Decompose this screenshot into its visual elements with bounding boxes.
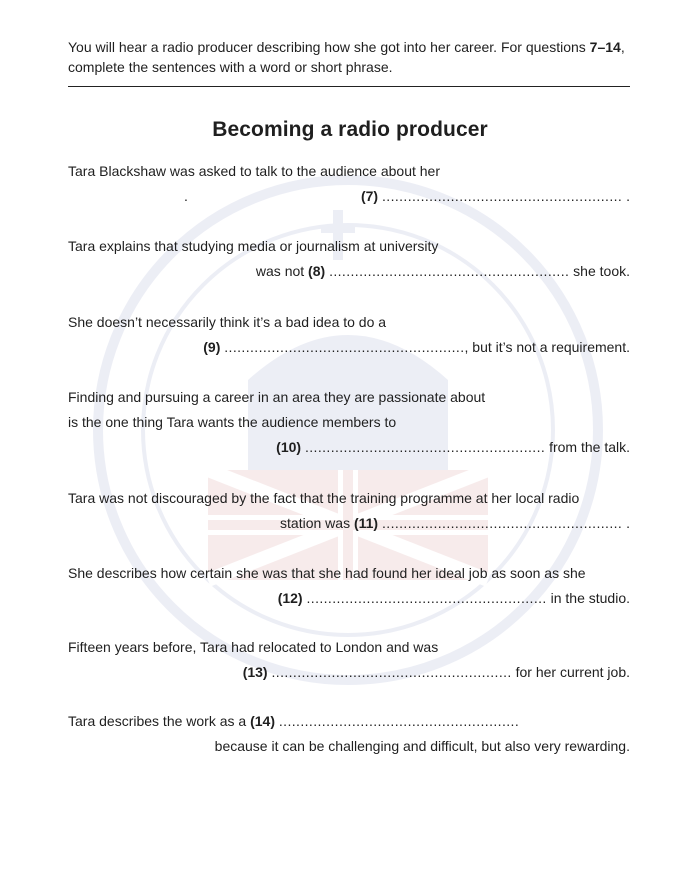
answer-blank-10[interactable]: ........................................................ (304, 439, 546, 455)
question-12 (68, 561, 630, 611)
question-8-prompt: Tara explains that studying media or journalism at university (68, 238, 439, 254)
question-13-ending: for her current job. (511, 664, 630, 680)
question-14-ending: because it can be challenging and difficult, but also very rewarding. (214, 738, 630, 754)
question-7-number: (7) (360, 188, 379, 204)
question-10-number: (10) (276, 439, 302, 455)
question-12-prompt: She describes how certain she was that she had found her ideal job as soon as she (68, 565, 586, 581)
answer-blank-13[interactable]: ........................................................ (271, 664, 512, 680)
instructions-part-b: , complete the sentences with a word or short phrase. (68, 39, 625, 75)
page-title: Becoming a radio producer (212, 118, 488, 141)
answer-blank-14[interactable]: ........................................................ (278, 713, 520, 729)
question-13-answer-line (68, 660, 630, 685)
answer-blank-11[interactable]: ........................................................ (381, 515, 623, 531)
question-14 (68, 709, 630, 759)
question-14-answer-line (68, 709, 630, 734)
instructions-part-a: You will hear a radio producer describing how she got into her career. For questions (68, 39, 586, 55)
question-13-prompt: Fifteen years before, Tara had relocated to London and was (68, 639, 439, 655)
question-13 (68, 635, 630, 685)
question-12-ending: in the studio. (546, 590, 630, 606)
question-9-ending: , but it’s not a requirement. (464, 339, 630, 355)
question-8 (68, 234, 630, 284)
question-11-number: (11) (353, 515, 379, 531)
question-10-ending: from the talk. (545, 439, 630, 455)
question-8-lead: was not (255, 263, 309, 279)
question-10 (68, 385, 630, 460)
question-11-answer-line (68, 511, 630, 536)
question-11-prompt: Tara was not discouraged by the fact that the training programme at her local radio (68, 490, 580, 506)
question-13-number: (13) (242, 664, 268, 680)
question-8-ending: she took. (569, 263, 630, 279)
question-14-prompt: Tara describes the work as a (68, 713, 251, 729)
answer-blank-12[interactable]: ........................................................ (306, 590, 547, 606)
question-14-number: (14) (250, 713, 275, 729)
question-10-prompt-2: is the one thing Tara wants the audience members to (68, 414, 397, 430)
question-12-answer-line (68, 586, 630, 611)
instructions-text (68, 37, 638, 77)
question-10-answer-line (68, 435, 630, 460)
question-8-number: (8) (308, 263, 326, 279)
question-7-prompt: Tara Blackshaw was asked to talk to the audience about her (68, 163, 440, 179)
question-9-answer-line (68, 335, 630, 360)
question-7-ending: . (622, 188, 630, 204)
question-12-number: (12) (277, 590, 303, 606)
question-11-lead: station was (280, 515, 354, 531)
question-10-prompt-1: Finding and pursuing a career in an area they are passionate about (68, 389, 486, 405)
question-11-ending: . (622, 515, 630, 531)
question-8-answer-line (68, 259, 630, 284)
question-7 (68, 159, 630, 209)
question-7-stray-dot: . (184, 188, 188, 204)
question-9-number: (9) (203, 339, 221, 355)
answer-blank-7[interactable]: ........................................................ (381, 188, 623, 204)
divider-line (68, 86, 630, 87)
question-range: 7–14 (589, 39, 621, 55)
answer-blank-9[interactable]: ........................................................ (224, 339, 465, 355)
answer-blank-8[interactable]: ........................................................ (329, 263, 570, 279)
question-11 (68, 486, 630, 536)
question-9-prompt: She doesn’t necessarily think it’s a bad idea to do a (68, 314, 387, 330)
question-7-answer-line (68, 184, 630, 209)
question-9 (68, 310, 630, 360)
